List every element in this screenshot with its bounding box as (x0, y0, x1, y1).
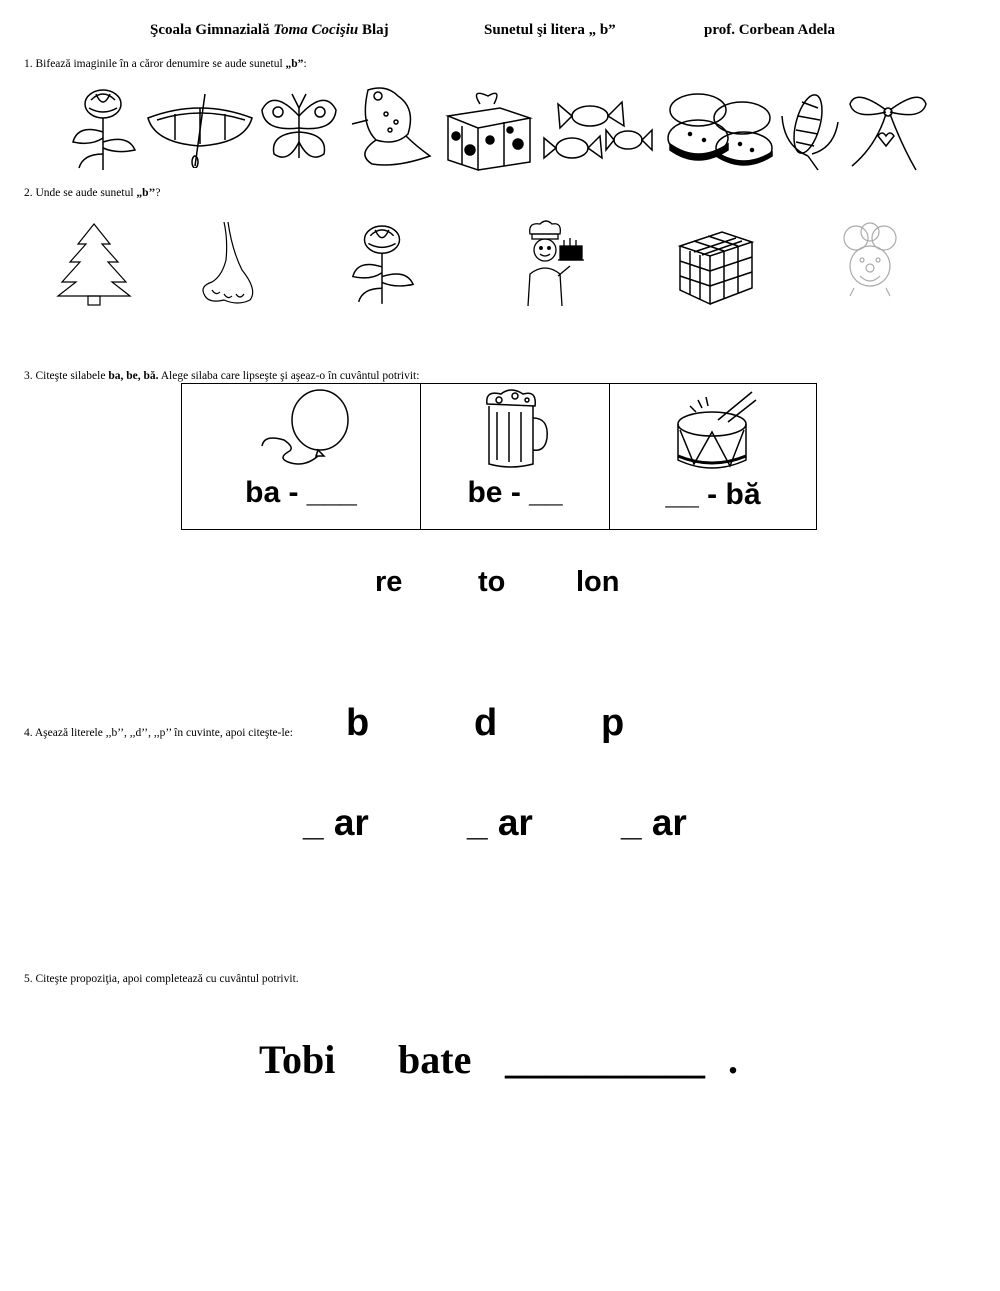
option-syllable-to[interactable]: to (478, 566, 506, 598)
syllable-word-1[interactable]: ba - ___ (245, 476, 357, 509)
sentence-period: . (728, 1037, 738, 1082)
biscuits-icon[interactable] (660, 90, 776, 170)
syllable-cell-balloon (182, 384, 421, 530)
syllable-word-3[interactable]: __ - bă (665, 478, 761, 511)
corn-icon[interactable] (778, 86, 842, 172)
letter-b[interactable]: b (346, 702, 370, 744)
candies-icon[interactable] (540, 96, 654, 166)
rubik-cube-icon[interactable] (676, 228, 756, 308)
exercise-5-instruction: 5. Citeşte propoziţia, apoi completează cu cuvântul potrivit. (24, 973, 299, 985)
word-blank-3[interactable]: _ ar (621, 802, 687, 843)
sentence-word-tobi: Tobi (259, 1037, 336, 1082)
drum-icon (672, 390, 758, 474)
word-blank-2[interactable]: _ ar (467, 802, 533, 843)
sentence-word-bate: bate (398, 1037, 472, 1082)
clown-icon[interactable] (838, 222, 902, 298)
teacher-name: prof. Corbean Adela (704, 22, 835, 38)
letter-d[interactable]: d (474, 702, 498, 744)
exercise-2-instruction: 2. Unde se aude sunetul „b’’? (24, 187, 161, 199)
baker-icon[interactable] (520, 220, 588, 306)
beer-mug-icon (481, 388, 551, 472)
exercise-3-instruction: 3. Citeşte silabele ba, be, bă. Alege silaba care lipseşte şi aşeaz-o în cuvântul potrivit: (24, 370, 420, 382)
syllable-cell-beer (421, 384, 610, 530)
word-blank-1[interactable]: _ ar (303, 802, 369, 843)
worksheet-topic: Sunetul şi litera „ b” (484, 22, 616, 38)
paw-icon[interactable] (198, 220, 260, 306)
exercise-4-instruction: 4. Aşează literele ,,b’’, ,,d’’, ,,p’’ în cuvinte, apoi citeşte-le: (24, 727, 293, 739)
exercise-1-instruction: 1. Bifează imaginile în a căror denumire se aude sunetul „b”: (24, 58, 307, 70)
school-name: Şcoala Gimnazială Toma Cocişiu Blaj (150, 22, 389, 38)
letter-p[interactable]: p (601, 702, 625, 744)
frog-icon[interactable] (346, 84, 436, 170)
balloon-icon (258, 388, 354, 474)
syllable-table (181, 383, 817, 530)
sentence-blank[interactable]: __________ (505, 1037, 705, 1082)
boat-icon[interactable] (145, 88, 255, 168)
flower-icon-2[interactable] (346, 218, 418, 306)
butterfly-icon[interactable] (258, 88, 340, 168)
ribbon-bow-icon[interactable] (846, 86, 930, 172)
option-syllable-lon[interactable]: lon (576, 566, 620, 598)
syllable-word-2[interactable]: be - __ (467, 476, 563, 509)
syllable-cell-drum (610, 384, 817, 530)
gift-box-icon[interactable] (440, 86, 536, 172)
fir-tree-icon[interactable] (56, 222, 132, 306)
flower-icon[interactable] (66, 82, 140, 172)
option-syllable-re[interactable]: re (375, 566, 403, 598)
